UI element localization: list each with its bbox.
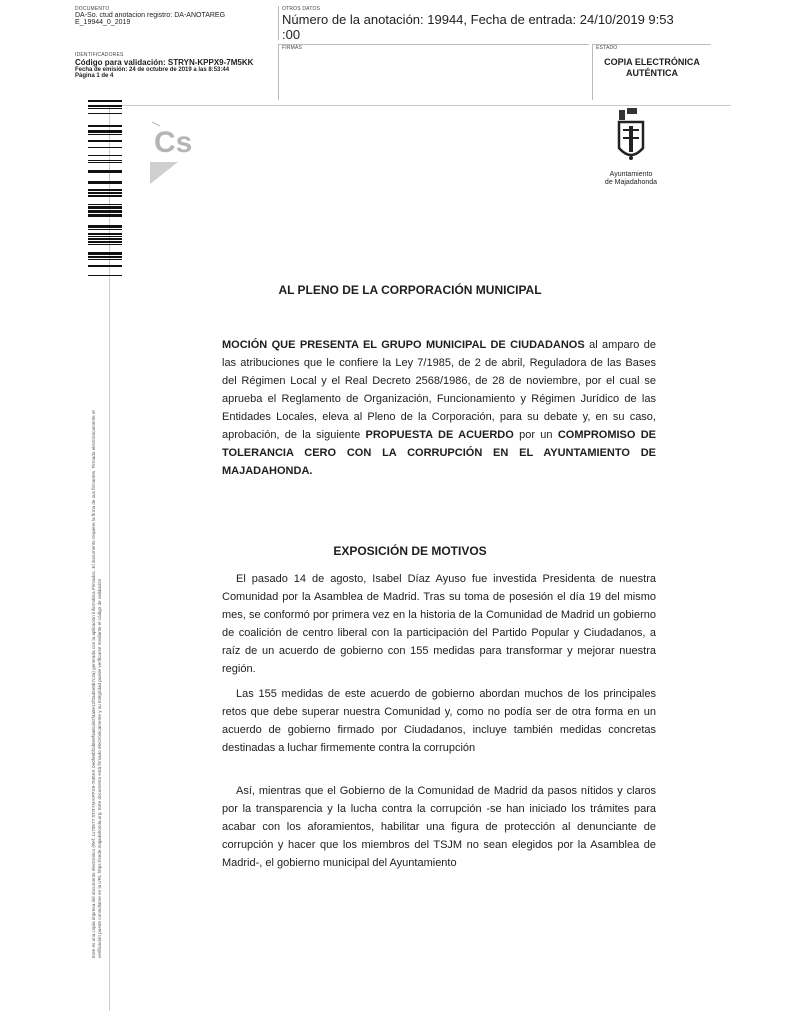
ayuntamiento-crest-icon xyxy=(611,108,651,166)
page-number: Página 1 de 4 xyxy=(75,73,114,79)
ayto-line2: de Majadahonda xyxy=(604,179,658,186)
paragraph-1: El pasado 14 de agosto, Isabel Díaz Ayuso fue investida Presidenta de nuestra Comunidad por la Asamblea de Madrid. Tras su toma de posesión el día 19 del mismo mes, se conformó por primera vez en la historia de la Comunidad de Madrid un gobierno de coalición de centro liberal con la participación del Partido Popular y Ciudadanos, a raíz de un acuerdo de gobierno con 155 medidas para transformar y mejorar nuestra región. xyxy=(222,573,656,675)
anotacion-line2: :00 xyxy=(282,27,301,42)
documento-line2: E_19944_0_2019 xyxy=(75,19,131,26)
estado-box xyxy=(592,44,711,100)
documento-label: DOCUMENTO xyxy=(75,6,110,12)
estado-line1: COPIA ELECTRÓNICA xyxy=(604,57,700,67)
ayto-line1: Ayuntamiento xyxy=(609,171,653,178)
side-text-line1: Este es una copia impresa del documento electrónico (Ref: 1170577 STRYN-KPPX9-7M5KK 0e0fe5bf2d8e9f3a8cde2f4a9e12f0ad5e8b7c3a) generada con la aplicación informática Firmadoc. El documento requiere la firma de sus firmantes. Firmado electrónicamente el xyxy=(91,410,96,958)
section-heading: EXPOSICIÓN DE MOTIVOS xyxy=(333,544,487,558)
ciudadanos-logo xyxy=(148,118,212,193)
page-title: AL PLENO DE LA CORPORACIÓN MUNICIPAL xyxy=(278,283,542,297)
documento-line1: DA-So. ctud anotacion registro: DA-ANOTAREG xyxy=(75,12,226,19)
emission-date: Fecha de emisión: 24 de octubre de 2019 a las 8:53:44 xyxy=(75,67,230,73)
mocion-bold-compromiso: COMPROMISO DE TOLERANCIA CERO CON LA CORRUPCIÓN EN EL AYUNTAMIENTO DE MAJADAHONDA. xyxy=(222,429,656,477)
firmas-label: FIRMAS xyxy=(282,45,303,51)
anotacion-line1: Número de la anotación: 19944, Fecha de entrada: 24/10/2019 9:53 xyxy=(282,12,674,27)
paragraph-3: Así, mientras que el Gobierno de la Comunidad de Madrid da pasos nítidos y claros por la transparencia y la lucha contra la corrupción -se han iniciado los trámites para acabar con los aforamientos, habilitar una figura de protección al denunciante de corrupción y hacer que los miembros del TSJM no sean elegidos por la Asamblea de Madrid-, el gobierno municipal del Ayuntamiento xyxy=(222,785,656,869)
mocion-bold-propuesta: PROPUESTA DE ACUERDO xyxy=(365,429,514,441)
page-frame xyxy=(109,105,731,1011)
document-reference-box xyxy=(75,6,255,26)
mocion-bold-intro: MOCIÓN QUE PRESENTA EL GRUPO MUNICIPAL DE CIUDADANOS xyxy=(222,339,585,351)
validation-box xyxy=(75,52,255,79)
mocion-mid: por un xyxy=(513,429,558,441)
barcode-icon xyxy=(88,100,122,276)
ayuntamiento-logo xyxy=(596,108,666,187)
validacion-label: IDENTIFICADORES xyxy=(75,52,124,58)
side-verification-text xyxy=(91,288,103,958)
validation-code: Código para validación: STRYN-KPPX9-7M5KK xyxy=(75,58,254,67)
ciudadanos-logo-icon xyxy=(148,118,212,188)
paragraph-2: Las 155 medidas de este acuerdo de gobierno abordan muchos de los principales retos que debe superar nuestra Comunidad y, como no podía ser de otra forma en un acuerdo de gobierno firmado por Ciudadanos, incluye también medidas concretas destinadas a luchar firmemente contra la corrupción xyxy=(222,688,656,754)
mocion-body: al amparo de las atribuciones que le confiere la Ley 7/1985, de 2 de abril, Reguladora de las Bases del Régimen Local y el Real Decreto 2568/1986, de 28 de noviembre, por el cual se aprueba el Reglamento de Organización, Funcionamiento y Régimen Jurídico de las Entidades Locales, eleva al Pleno de la Corporación, para su debate y, en su caso, aprobación, de la siguiente xyxy=(222,339,656,441)
mocion-paragraph xyxy=(222,336,656,480)
estado-line2: AUTÉNTICA xyxy=(626,68,678,78)
estado-label: ESTADO xyxy=(596,45,618,51)
anotacion-box xyxy=(278,6,709,40)
party-text: Cs xyxy=(154,126,193,159)
side-text-line2: verificación puede consultarse en la URL https://sede.majadahonda.org. Este documento está firmado electrónicamente y su integridad puede verificarse mediante el código de validación xyxy=(97,578,102,958)
anotacion-label: OTROS DATOS xyxy=(282,6,321,12)
firmas-box xyxy=(278,44,589,100)
